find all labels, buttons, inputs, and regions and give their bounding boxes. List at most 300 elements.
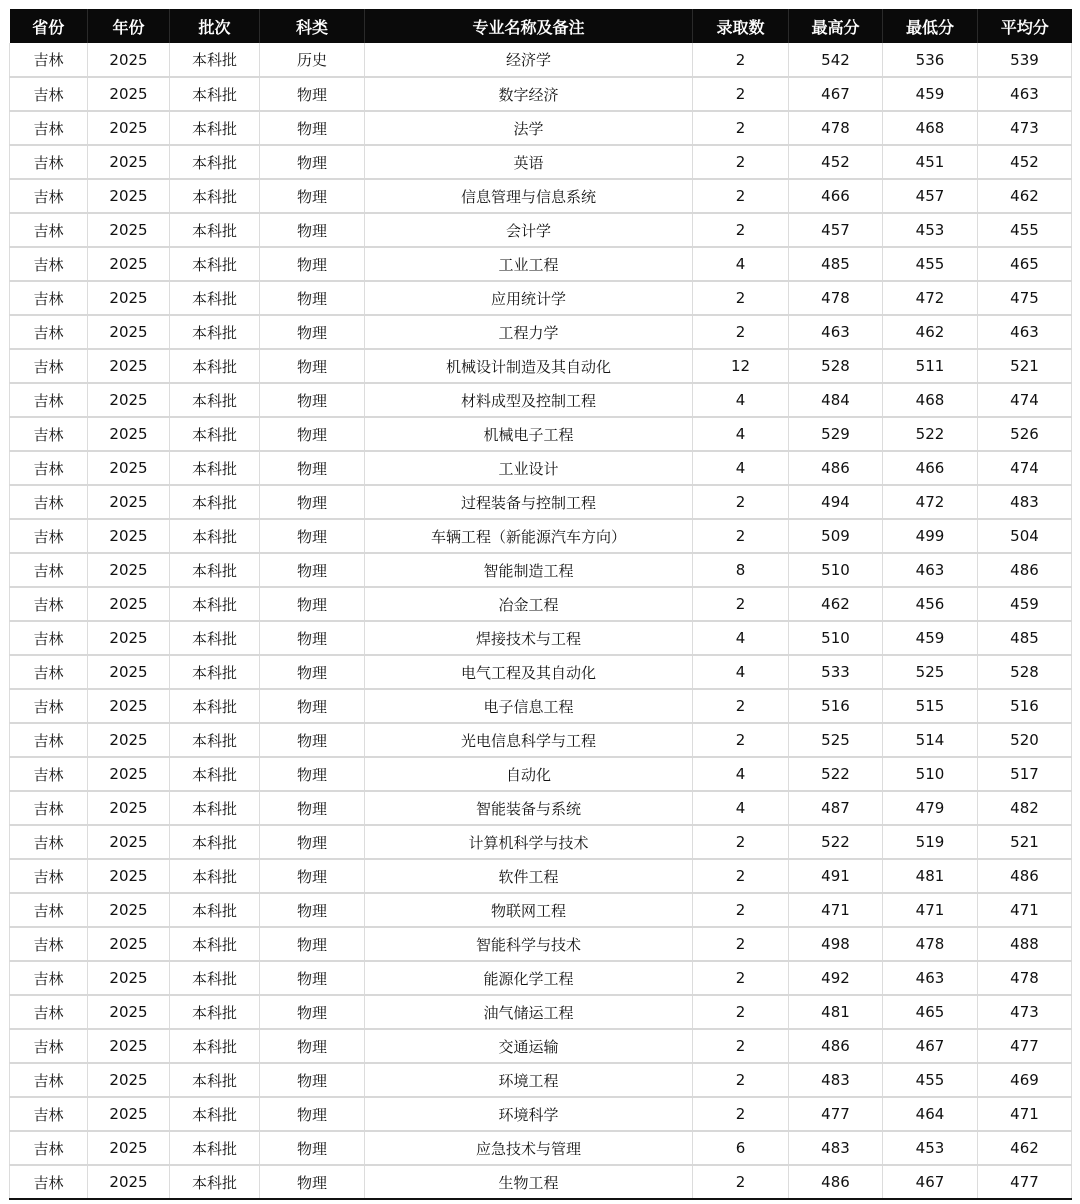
- cell-major-name: 经济学: [365, 43, 693, 77]
- cell-batch: 本科批: [170, 145, 260, 179]
- cell-year: 2025: [88, 621, 170, 655]
- cell-major-name: 生物工程: [365, 1165, 693, 1199]
- table-row: [10, 1029, 1072, 1063]
- cell-min-score: 465: [883, 995, 978, 1029]
- cell-max-score: 467: [789, 77, 883, 111]
- cell-major-name: 智能科学与技术: [365, 927, 693, 961]
- cell-province: 吉林: [10, 213, 88, 247]
- cell-year: 2025: [88, 1131, 170, 1165]
- cell-admitted-count: 2: [693, 43, 789, 77]
- cell-avg-score: 463: [978, 77, 1072, 111]
- cell-year: 2025: [88, 1097, 170, 1131]
- cell-subject-category: 物理: [260, 145, 365, 179]
- header-admitted-count: 录取数: [693, 9, 789, 43]
- cell-batch: 本科批: [170, 213, 260, 247]
- cell-major-name: 工业工程: [365, 247, 693, 281]
- cell-min-score: 515: [883, 689, 978, 723]
- cell-avg-score: 474: [978, 451, 1072, 485]
- cell-max-score: 533: [789, 655, 883, 689]
- header-avg-score: 平均分: [978, 9, 1072, 43]
- cell-min-score: 472: [883, 281, 978, 315]
- cell-batch: 本科批: [170, 43, 260, 77]
- cell-min-score: 463: [883, 961, 978, 995]
- cell-year: 2025: [88, 1029, 170, 1063]
- cell-batch: 本科批: [170, 553, 260, 587]
- cell-avg-score: 485: [978, 621, 1072, 655]
- cell-province: 吉林: [10, 145, 88, 179]
- header-subject-category: 科类: [260, 9, 365, 43]
- cell-admitted-count: 4: [693, 621, 789, 655]
- cell-year: 2025: [88, 553, 170, 587]
- cell-batch: 本科批: [170, 791, 260, 825]
- cell-year: 2025: [88, 145, 170, 179]
- cell-batch: 本科批: [170, 995, 260, 1029]
- cell-admitted-count: 2: [693, 995, 789, 1029]
- cell-major-name: 信息管理与信息系统: [365, 179, 693, 213]
- cell-subject-category: 历史: [260, 43, 365, 77]
- table-body: [10, 43, 1072, 1199]
- cell-subject-category: 物理: [260, 111, 365, 145]
- cell-subject-category: 物理: [260, 553, 365, 587]
- cell-subject-category: 物理: [260, 1063, 365, 1097]
- cell-avg-score: 482: [978, 791, 1072, 825]
- cell-admitted-count: 2: [693, 587, 789, 621]
- cell-batch: 本科批: [170, 519, 260, 553]
- cell-avg-score: 459: [978, 587, 1072, 621]
- cell-year: 2025: [88, 689, 170, 723]
- cell-major-name: 法学: [365, 111, 693, 145]
- cell-admitted-count: 2: [693, 1165, 789, 1199]
- cell-max-score: 485: [789, 247, 883, 281]
- cell-major-name: 物联网工程: [365, 893, 693, 927]
- cell-province: 吉林: [10, 961, 88, 995]
- cell-batch: 本科批: [170, 927, 260, 961]
- cell-major-name: 过程装备与控制工程: [365, 485, 693, 519]
- cell-subject-category: 物理: [260, 893, 365, 927]
- cell-subject-category: 物理: [260, 485, 365, 519]
- cell-batch: 本科批: [170, 111, 260, 145]
- cell-admitted-count: 2: [693, 1097, 789, 1131]
- cell-year: 2025: [88, 417, 170, 451]
- cell-subject-category: 物理: [260, 689, 365, 723]
- cell-avg-score: 474: [978, 383, 1072, 417]
- cell-subject-category: 物理: [260, 519, 365, 553]
- cell-max-score: 483: [789, 1131, 883, 1165]
- cell-avg-score: 463: [978, 315, 1072, 349]
- cell-max-score: 516: [789, 689, 883, 723]
- cell-min-score: 522: [883, 417, 978, 451]
- cell-major-name: 冶金工程: [365, 587, 693, 621]
- cell-admitted-count: 4: [693, 791, 789, 825]
- cell-max-score: 487: [789, 791, 883, 825]
- cell-batch: 本科批: [170, 281, 260, 315]
- cell-admitted-count: 2: [693, 893, 789, 927]
- cell-min-score: 519: [883, 825, 978, 859]
- table-row: [10, 825, 1072, 859]
- cell-year: 2025: [88, 519, 170, 553]
- table-row: [10, 723, 1072, 757]
- cell-min-score: 457: [883, 179, 978, 213]
- cell-province: 吉林: [10, 281, 88, 315]
- cell-avg-score: 471: [978, 1097, 1072, 1131]
- cell-avg-score: 486: [978, 553, 1072, 587]
- cell-avg-score: 486: [978, 859, 1072, 893]
- cell-major-name: 电气工程及其自动化: [365, 655, 693, 689]
- cell-max-score: 509: [789, 519, 883, 553]
- table-row: [10, 791, 1072, 825]
- cell-admitted-count: 2: [693, 1063, 789, 1097]
- cell-admitted-count: 2: [693, 723, 789, 757]
- cell-year: 2025: [88, 213, 170, 247]
- cell-subject-category: 物理: [260, 587, 365, 621]
- cell-admitted-count: 6: [693, 1131, 789, 1165]
- cell-province: 吉林: [10, 179, 88, 213]
- cell-batch: 本科批: [170, 485, 260, 519]
- cell-min-score: 468: [883, 111, 978, 145]
- cell-year: 2025: [88, 179, 170, 213]
- header-min-score: 最低分: [883, 9, 978, 43]
- cell-batch: 本科批: [170, 247, 260, 281]
- cell-admitted-count: 4: [693, 451, 789, 485]
- cell-province: 吉林: [10, 927, 88, 961]
- cell-batch: 本科批: [170, 1063, 260, 1097]
- cell-major-name: 会计学: [365, 213, 693, 247]
- cell-province: 吉林: [10, 1165, 88, 1199]
- cell-avg-score: 471: [978, 893, 1072, 927]
- cell-avg-score: 475: [978, 281, 1072, 315]
- cell-avg-score: 528: [978, 655, 1072, 689]
- cell-year: 2025: [88, 757, 170, 791]
- cell-max-score: 486: [789, 1029, 883, 1063]
- cell-year: 2025: [88, 247, 170, 281]
- cell-max-score: 483: [789, 1063, 883, 1097]
- table-row: [10, 179, 1072, 213]
- cell-major-name: 工业设计: [365, 451, 693, 485]
- cell-avg-score: 520: [978, 723, 1072, 757]
- cell-province: 吉林: [10, 43, 88, 77]
- cell-subject-category: 物理: [260, 213, 365, 247]
- cell-major-name: 环境科学: [365, 1097, 693, 1131]
- cell-batch: 本科批: [170, 179, 260, 213]
- cell-year: 2025: [88, 961, 170, 995]
- cell-admitted-count: 12: [693, 349, 789, 383]
- cell-admitted-count: 8: [693, 553, 789, 587]
- cell-avg-score: 462: [978, 1131, 1072, 1165]
- cell-admitted-count: 2: [693, 111, 789, 145]
- cell-admitted-count: 2: [693, 213, 789, 247]
- header-max-score: 最高分: [789, 9, 883, 43]
- cell-year: 2025: [88, 655, 170, 689]
- cell-major-name: 车辆工程（新能源汽车方向）: [365, 519, 693, 553]
- cell-province: 吉林: [10, 791, 88, 825]
- table-row: [10, 1131, 1072, 1165]
- cell-major-name: 软件工程: [365, 859, 693, 893]
- cell-subject-category: 物理: [260, 961, 365, 995]
- table-row: [10, 995, 1072, 1029]
- cell-max-score: 452: [789, 145, 883, 179]
- cell-avg-score: 526: [978, 417, 1072, 451]
- cell-max-score: 522: [789, 757, 883, 791]
- cell-subject-category: 物理: [260, 1165, 365, 1199]
- cell-year: 2025: [88, 791, 170, 825]
- admission-scores-table: [9, 9, 1072, 1200]
- cell-max-score: 484: [789, 383, 883, 417]
- cell-province: 吉林: [10, 995, 88, 1029]
- cell-avg-score: 452: [978, 145, 1072, 179]
- cell-avg-score: 465: [978, 247, 1072, 281]
- table-row: [10, 553, 1072, 587]
- cell-major-name: 环境工程: [365, 1063, 693, 1097]
- cell-major-name: 数字经济: [365, 77, 693, 111]
- table-row: [10, 485, 1072, 519]
- cell-min-score: 453: [883, 1131, 978, 1165]
- cell-year: 2025: [88, 893, 170, 927]
- table-row: [10, 383, 1072, 417]
- cell-year: 2025: [88, 825, 170, 859]
- cell-province: 吉林: [10, 1029, 88, 1063]
- cell-subject-category: 物理: [260, 859, 365, 893]
- cell-min-score: 481: [883, 859, 978, 893]
- cell-batch: 本科批: [170, 417, 260, 451]
- cell-batch: 本科批: [170, 893, 260, 927]
- table-row: [10, 1165, 1072, 1199]
- header-major-name: 专业名称及备注: [365, 9, 693, 43]
- cell-province: 吉林: [10, 689, 88, 723]
- cell-admitted-count: 4: [693, 655, 789, 689]
- cell-admitted-count: 2: [693, 77, 789, 111]
- cell-max-score: 466: [789, 179, 883, 213]
- cell-avg-score: 521: [978, 825, 1072, 859]
- cell-min-score: 479: [883, 791, 978, 825]
- cell-subject-category: 物理: [260, 621, 365, 655]
- cell-subject-category: 物理: [260, 995, 365, 1029]
- table-row: [10, 587, 1072, 621]
- cell-year: 2025: [88, 315, 170, 349]
- cell-batch: 本科批: [170, 587, 260, 621]
- cell-min-score: 525: [883, 655, 978, 689]
- table-row: [10, 213, 1072, 247]
- cell-admitted-count: 4: [693, 417, 789, 451]
- cell-major-name: 自动化: [365, 757, 693, 791]
- cell-admitted-count: 2: [693, 1029, 789, 1063]
- cell-major-name: 电子信息工程: [365, 689, 693, 723]
- cell-avg-score: 517: [978, 757, 1072, 791]
- cell-avg-score: 477: [978, 1165, 1072, 1199]
- cell-major-name: 智能制造工程: [365, 553, 693, 587]
- cell-subject-category: 物理: [260, 451, 365, 485]
- cell-batch: 本科批: [170, 383, 260, 417]
- cell-major-name: 机械设计制造及其自动化: [365, 349, 693, 383]
- cell-batch: 本科批: [170, 757, 260, 791]
- table-row: [10, 893, 1072, 927]
- cell-subject-category: 物理: [260, 281, 365, 315]
- table-row: [10, 1097, 1072, 1131]
- cell-avg-score: 483: [978, 485, 1072, 519]
- cell-avg-score: 469: [978, 1063, 1072, 1097]
- cell-avg-score: 516: [978, 689, 1072, 723]
- cell-province: 吉林: [10, 553, 88, 587]
- table-row: [10, 111, 1072, 145]
- cell-province: 吉林: [10, 417, 88, 451]
- cell-batch: 本科批: [170, 315, 260, 349]
- cell-min-score: 471: [883, 893, 978, 927]
- header-province: 省份: [32, 17, 65, 37]
- cell-admitted-count: 2: [693, 927, 789, 961]
- cell-min-score: 510: [883, 757, 978, 791]
- cell-subject-category: 物理: [260, 315, 365, 349]
- cell-major-name: 能源化学工程: [365, 961, 693, 995]
- cell-batch: 本科批: [170, 1029, 260, 1063]
- cell-province: 吉林: [10, 757, 88, 791]
- cell-major-name: 光电信息科学与工程: [365, 723, 693, 757]
- cell-admitted-count: 2: [693, 315, 789, 349]
- cell-min-score: 467: [883, 1165, 978, 1199]
- cell-province: 吉林: [10, 451, 88, 485]
- cell-max-score: 481: [789, 995, 883, 1029]
- cell-province: 吉林: [10, 587, 88, 621]
- cell-province: 吉林: [10, 859, 88, 893]
- cell-major-name: 应用统计学: [365, 281, 693, 315]
- cell-max-score: 542: [789, 43, 883, 77]
- table-row: [10, 247, 1072, 281]
- cell-year: 2025: [88, 77, 170, 111]
- cell-batch: 本科批: [170, 451, 260, 485]
- cell-max-score: 486: [789, 451, 883, 485]
- cell-avg-score: 473: [978, 995, 1072, 1029]
- cell-subject-category: 物理: [260, 417, 365, 451]
- cell-max-score: 463: [789, 315, 883, 349]
- cell-batch: 本科批: [170, 961, 260, 995]
- table-header-row: [10, 9, 1072, 43]
- table-row: [10, 1063, 1072, 1097]
- cell-batch: 本科批: [170, 1165, 260, 1199]
- cell-min-score: 472: [883, 485, 978, 519]
- cell-province: 吉林: [10, 655, 88, 689]
- cell-admitted-count: 2: [693, 689, 789, 723]
- cell-province: 吉林: [10, 315, 88, 349]
- cell-batch: 本科批: [170, 621, 260, 655]
- cell-avg-score: 473: [978, 111, 1072, 145]
- cell-major-name: 油气储运工程: [365, 995, 693, 1029]
- table-row: [10, 417, 1072, 451]
- cell-year: 2025: [88, 859, 170, 893]
- cell-min-score: 459: [883, 621, 978, 655]
- cell-batch: 本科批: [170, 1131, 260, 1165]
- cell-min-score: 466: [883, 451, 978, 485]
- cell-min-score: 463: [883, 553, 978, 587]
- cell-major-name: 智能装备与系统: [365, 791, 693, 825]
- cell-max-score: 491: [789, 859, 883, 893]
- table-row: [10, 451, 1072, 485]
- cell-max-score: 478: [789, 281, 883, 315]
- cell-province: 吉林: [10, 825, 88, 859]
- cell-avg-score: 539: [978, 43, 1072, 77]
- cell-max-score: 492: [789, 961, 883, 995]
- table-row: [10, 77, 1072, 111]
- cell-batch: 本科批: [170, 689, 260, 723]
- cell-subject-category: 物理: [260, 655, 365, 689]
- cell-batch: 本科批: [170, 655, 260, 689]
- cell-province: 吉林: [10, 247, 88, 281]
- table-row: [10, 689, 1072, 723]
- cell-batch: 本科批: [170, 825, 260, 859]
- admission-table-container: [9, 9, 1071, 1200]
- cell-subject-category: 物理: [260, 1097, 365, 1131]
- cell-major-name: 材料成型及控制工程: [365, 383, 693, 417]
- cell-year: 2025: [88, 723, 170, 757]
- cell-min-score: 478: [883, 927, 978, 961]
- cell-year: 2025: [88, 995, 170, 1029]
- cell-major-name: 应急技术与管理: [365, 1131, 693, 1165]
- table-row: [10, 655, 1072, 689]
- cell-year: 2025: [88, 1063, 170, 1097]
- cell-max-score: 525: [789, 723, 883, 757]
- cell-batch: 本科批: [170, 349, 260, 383]
- cell-province: 吉林: [10, 383, 88, 417]
- cell-min-score: 499: [883, 519, 978, 553]
- cell-subject-category: 物理: [260, 927, 365, 961]
- cell-min-score: 459: [883, 77, 978, 111]
- cell-subject-category: 物理: [260, 825, 365, 859]
- table-row: [10, 519, 1072, 553]
- table-row: [10, 43, 1072, 77]
- cell-min-score: 536: [883, 43, 978, 77]
- cell-avg-score: 488: [978, 927, 1072, 961]
- cell-min-score: 467: [883, 1029, 978, 1063]
- cell-province: 吉林: [10, 621, 88, 655]
- cell-province: 吉林: [10, 111, 88, 145]
- cell-subject-category: 物理: [260, 179, 365, 213]
- cell-max-score: 529: [789, 417, 883, 451]
- table-row: [10, 621, 1072, 655]
- table-row: [10, 349, 1072, 383]
- cell-batch: 本科批: [170, 77, 260, 111]
- cell-year: 2025: [88, 1165, 170, 1199]
- cell-min-score: 468: [883, 383, 978, 417]
- cell-province: 吉林: [10, 1097, 88, 1131]
- cell-province: 吉林: [10, 1131, 88, 1165]
- cell-batch: 本科批: [170, 1097, 260, 1131]
- cell-subject-category: 物理: [260, 247, 365, 281]
- cell-province: 吉林: [10, 1063, 88, 1097]
- cell-admitted-count: 2: [693, 179, 789, 213]
- cell-subject-category: 物理: [260, 791, 365, 825]
- cell-min-score: 464: [883, 1097, 978, 1131]
- cell-subject-category: 物理: [260, 77, 365, 111]
- cell-year: 2025: [88, 383, 170, 417]
- cell-max-score: 462: [789, 587, 883, 621]
- cell-year: 2025: [88, 927, 170, 961]
- cell-avg-score: 477: [978, 1029, 1072, 1063]
- cell-province: 吉林: [10, 77, 88, 111]
- cell-max-score: 477: [789, 1097, 883, 1131]
- cell-admitted-count: 4: [693, 247, 789, 281]
- cell-min-score: 453: [883, 213, 978, 247]
- table-row: [10, 281, 1072, 315]
- cell-major-name: 英语: [365, 145, 693, 179]
- cell-max-score: 457: [789, 213, 883, 247]
- cell-max-score: 498: [789, 927, 883, 961]
- cell-admitted-count: 2: [693, 825, 789, 859]
- table-row: [10, 961, 1072, 995]
- table-row: [10, 859, 1072, 893]
- cell-admitted-count: 2: [693, 485, 789, 519]
- cell-avg-score: 462: [978, 179, 1072, 213]
- cell-province: 吉林: [10, 519, 88, 553]
- cell-max-score: 510: [789, 553, 883, 587]
- cell-min-score: 455: [883, 247, 978, 281]
- cell-year: 2025: [88, 111, 170, 145]
